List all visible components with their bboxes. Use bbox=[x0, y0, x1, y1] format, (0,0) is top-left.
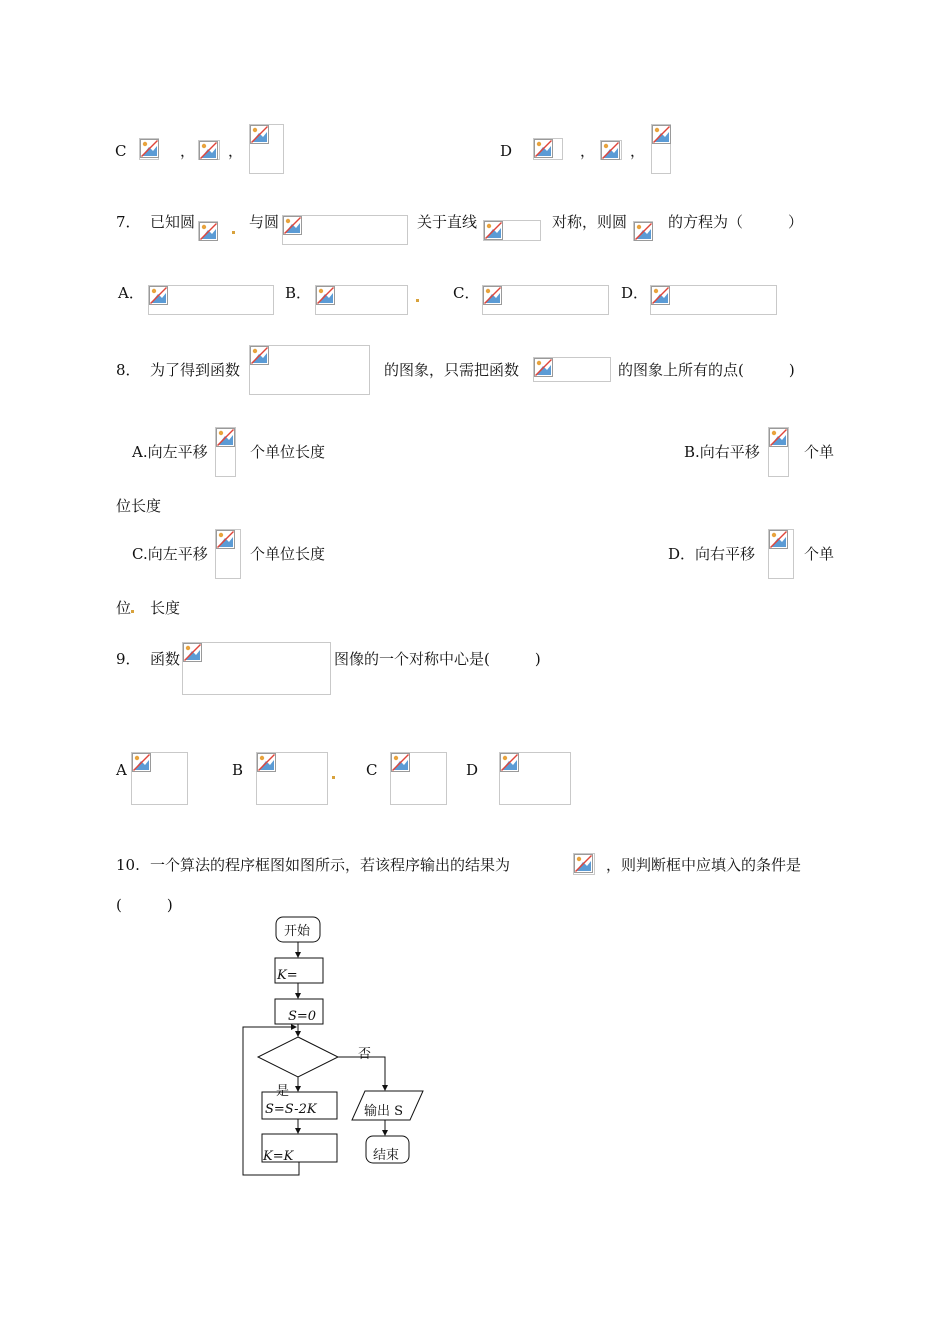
question-number: 10. bbox=[116, 856, 140, 874]
option-c-unit: 个单位长度 bbox=[250, 545, 326, 563]
option-d-text: D．向右平移 bbox=[668, 545, 756, 563]
question-text: 的方程为（ ） bbox=[668, 213, 804, 231]
question-text: 为了得到函数 bbox=[150, 361, 241, 379]
option-b-unit: 个单 bbox=[804, 443, 835, 461]
option-a-label: A． bbox=[118, 284, 144, 302]
option-d-continued: 位 bbox=[116, 599, 132, 617]
option-a-text: A.向左平移 bbox=[132, 443, 208, 461]
option-c-text: C.向左平移 bbox=[132, 545, 208, 563]
question-text: 图像的一个对称中心是( ) bbox=[334, 650, 541, 668]
separator: ， bbox=[180, 142, 196, 160]
option-b-continued: 位长度 bbox=[116, 497, 162, 515]
option-b-label: B bbox=[232, 761, 244, 779]
question-text: 关于直线 bbox=[417, 213, 478, 231]
question-text: 函数 bbox=[150, 650, 181, 668]
option-d-continued: 长度 bbox=[150, 599, 181, 617]
question-text: 的图象，只需把函数 bbox=[384, 361, 520, 379]
separator: ， bbox=[630, 142, 646, 160]
option-d-label: D． bbox=[621, 284, 649, 302]
end-label: 结束 bbox=[373, 1148, 400, 1163]
option-c-label: C bbox=[366, 761, 378, 779]
s-init-label: S=0 bbox=[288, 1009, 317, 1024]
output-label: 输出 S bbox=[364, 1104, 404, 1119]
question-text: 一个算法的程序框图如图所示，若该程序输出的结果为 bbox=[150, 856, 511, 874]
separator: ， bbox=[228, 142, 244, 160]
question-text: 已知圆 bbox=[150, 213, 196, 231]
option-a-label: A bbox=[116, 761, 127, 779]
question-text: 的图象上所有的点( ) bbox=[618, 361, 795, 379]
question-text: 与圆 bbox=[249, 213, 280, 231]
question-text: ，则判断框中应填入的条件是 bbox=[606, 856, 802, 874]
option-d-unit: 个单 bbox=[804, 545, 835, 563]
s-update-label: S=S-2K bbox=[265, 1102, 317, 1117]
option-d-label: D bbox=[466, 761, 479, 779]
separator: ， bbox=[580, 142, 596, 160]
question-number: 9． bbox=[116, 650, 141, 668]
question-number: 8． bbox=[116, 361, 141, 379]
question-text: 对称，则圆 bbox=[552, 213, 628, 231]
question-number: 7． bbox=[116, 213, 141, 231]
start-label: 开始 bbox=[284, 924, 311, 939]
option-b-text: B.向右平移 bbox=[684, 443, 760, 461]
decision-diamond bbox=[258, 1037, 338, 1077]
option-d-label: D bbox=[500, 142, 513, 160]
option-c-label: C bbox=[115, 142, 127, 160]
k-update-label: K=K bbox=[263, 1149, 294, 1164]
yes-label: 是 bbox=[276, 1084, 290, 1099]
option-b-label: B． bbox=[285, 284, 312, 302]
k-init-label: K= bbox=[277, 968, 298, 983]
no-label: 否 bbox=[358, 1047, 372, 1062]
question-text: ( ) bbox=[116, 896, 173, 914]
option-c-label: C． bbox=[453, 284, 480, 302]
option-a-unit: 个单位长度 bbox=[250, 443, 326, 461]
